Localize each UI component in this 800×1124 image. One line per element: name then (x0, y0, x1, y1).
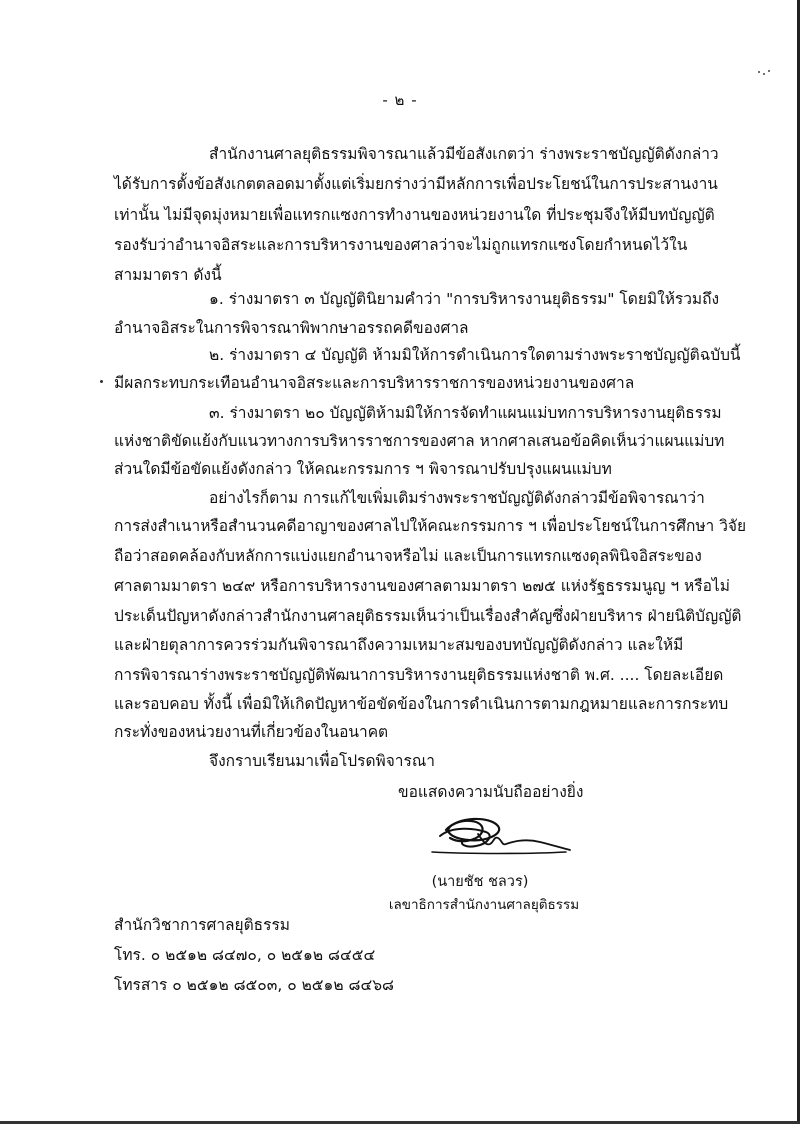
request-line: จึงกราบเรียนมาเพื่อโปรดพิจารณา (209, 752, 435, 770)
paragraph-1-line-2: ได้รับการตั้งข้อสังเกตตลอดมาตั้งแต่เริ่มยกร่างว่ามีหลักการเพื่อประโยชน์ในการประสานงาน (114, 175, 718, 193)
paragraph-2-line-7: การพิจารณาร่างพระราชบัญญัติพัฒนาการบริหารงานยุติธรรมแห่งชาติ พ.ศ. .... โดยละเอียด (114, 666, 724, 684)
scan-speck (758, 70, 772, 76)
office-name: สำนักวิชาการศาลยุติธรรม (114, 916, 291, 934)
item-1-line-2: อำนาจอิสระในการพิจารณาพิพากษาอรรถคดีของศาล (114, 319, 469, 337)
paragraph-2-line-3: ถือว่าสอดคล้องกับหลักการแบ่งแยกอำนาจหรือไม่ และเป็นการแทรกแซงดุลพินิจอิสระของ (114, 547, 702, 565)
paragraph-1-line-1: สำนักงานศาลยุติธรรมพิจารณาแล้วมีข้อสังเกตว่า ร่างพระราชบัญญัติดังกล่าว (209, 145, 719, 163)
paragraph-1-line-5: สามมาตรา ดังนี้ (114, 266, 222, 284)
item-1-line-1: ๑. ร่างมาตรา ๓ บัญญัตินิยามคำว่า "การบริหารงานยุติธรรม" โดยมิให้รวมถึง (209, 290, 720, 308)
paragraph-2-line-8: และรอบคอบ ทั้งนี้ เพื่อมิให้เกิดปัญหาข้อขัดข้องในการดำเนินการตามกฎหมายและการกระทบ (114, 695, 729, 713)
item-2-line-2: มีผลกระทบกระเทือนอำนาจอิสระและการบริหารราชการของหน่วยงานของศาล (114, 374, 635, 392)
page-number: - ๒ - (382, 91, 418, 109)
handwritten-signature (428, 808, 578, 868)
paragraph-2-line-1: อย่างไรก็ตาม การแก้ไขเพิ่มเติมร่างพระราชบัญญัติดังกล่าวมีข้อพิจารณาว่า (209, 489, 705, 507)
signer-name: (นายชัช ชลวร) (431, 874, 529, 890)
paragraph-2-line-4: ศาลตามมาตรา ๒๔๙ หรือการบริหารงานของศาลตามมาตรา ๒๗๕ แห่งรัฐธรรมนูญ ฯ หรือไม่ (114, 577, 730, 595)
paragraph-2-line-2: การส่งสำเนาหรือสำนวนคดีอาญาของศาลไปให้คณะกรรมการ ฯ เพื่อประโยชน์ในการศึกษา วิจัย (114, 517, 747, 535)
paragraph-2-line-9: กระทั่งของหน่วยงานที่เกี่ยวข้องในอนาคต (114, 723, 389, 741)
item-3-line-3: ส่วนใดมีข้อขัดแย้งดังกล่าว ให้คณะกรรมการ ฯ พิจารณาปรับปรุงแผนแม่บท (114, 460, 612, 478)
item-3-line-2: แห่งชาติขัดแย้งกับแนวทางการบริหารราชการของศาล หากศาลเสนอข้อคิดเห็นว่าแผนแม่บท (114, 432, 725, 450)
signer-position: เลขาธิการสำนักงานศาลยุติธรรม (388, 897, 580, 913)
item-3-line-1: ๓. ร่างมาตรา ๒๐ บัญญัติห้ามมิให้การจัดทำแผนแม่บทการบริหารงานยุติธรรม (209, 404, 722, 422)
phone-line: โทร. ๐ ๒๕๑๒ ๘๔๗๐, ๐ ๒๕๑๒ ๘๔๕๔ (114, 946, 376, 964)
fax-line: โทรสาร ๐ ๒๕๑๒ ๘๕๐๓, ๐ ๒๕๑๒ ๘๔๖๘ (114, 976, 395, 994)
paragraph-1-line-4: รองรับว่าอำนาจอิสระและการบริหารงานของศาลว่าจะไม่ถูกแทรกแซงโดยกำหนดไว้ใน (114, 236, 688, 254)
paragraph-2-line-5: ประเด็นปัญหาดังกล่าวสำนักงานศาลยุติธรรมเห็นว่าเป็นเรื่องสำคัญซึ่งฝ่ายบริหาร ฝ่ายนิติบัญญัติ (114, 607, 742, 625)
closing-salutation: ขอแสดงความนับถืออย่างยิ่ง (398, 783, 584, 801)
margin-mark (100, 380, 103, 383)
paragraph-2-line-6: และฝ่ายตุลาการควรร่วมกันพิจารณาถึงความเหมาะสมของบทบัญญัติดังกล่าว และให้มี (114, 636, 684, 654)
item-2-line-1: ๒. ร่างมาตรา ๔ บัญญัติ ห้ามมิให้การดำเนินการใดตามร่างพระราชบัญญัติฉบับนี้ (209, 346, 741, 364)
paragraph-1-line-3: เท่านั้น ไม่มีจุดมุ่งหมายเพื่อแทรกแซงการทำงานของหน่วยงานใด ที่ประชุมจึงให้มีบทบัญญัติ (114, 206, 715, 224)
